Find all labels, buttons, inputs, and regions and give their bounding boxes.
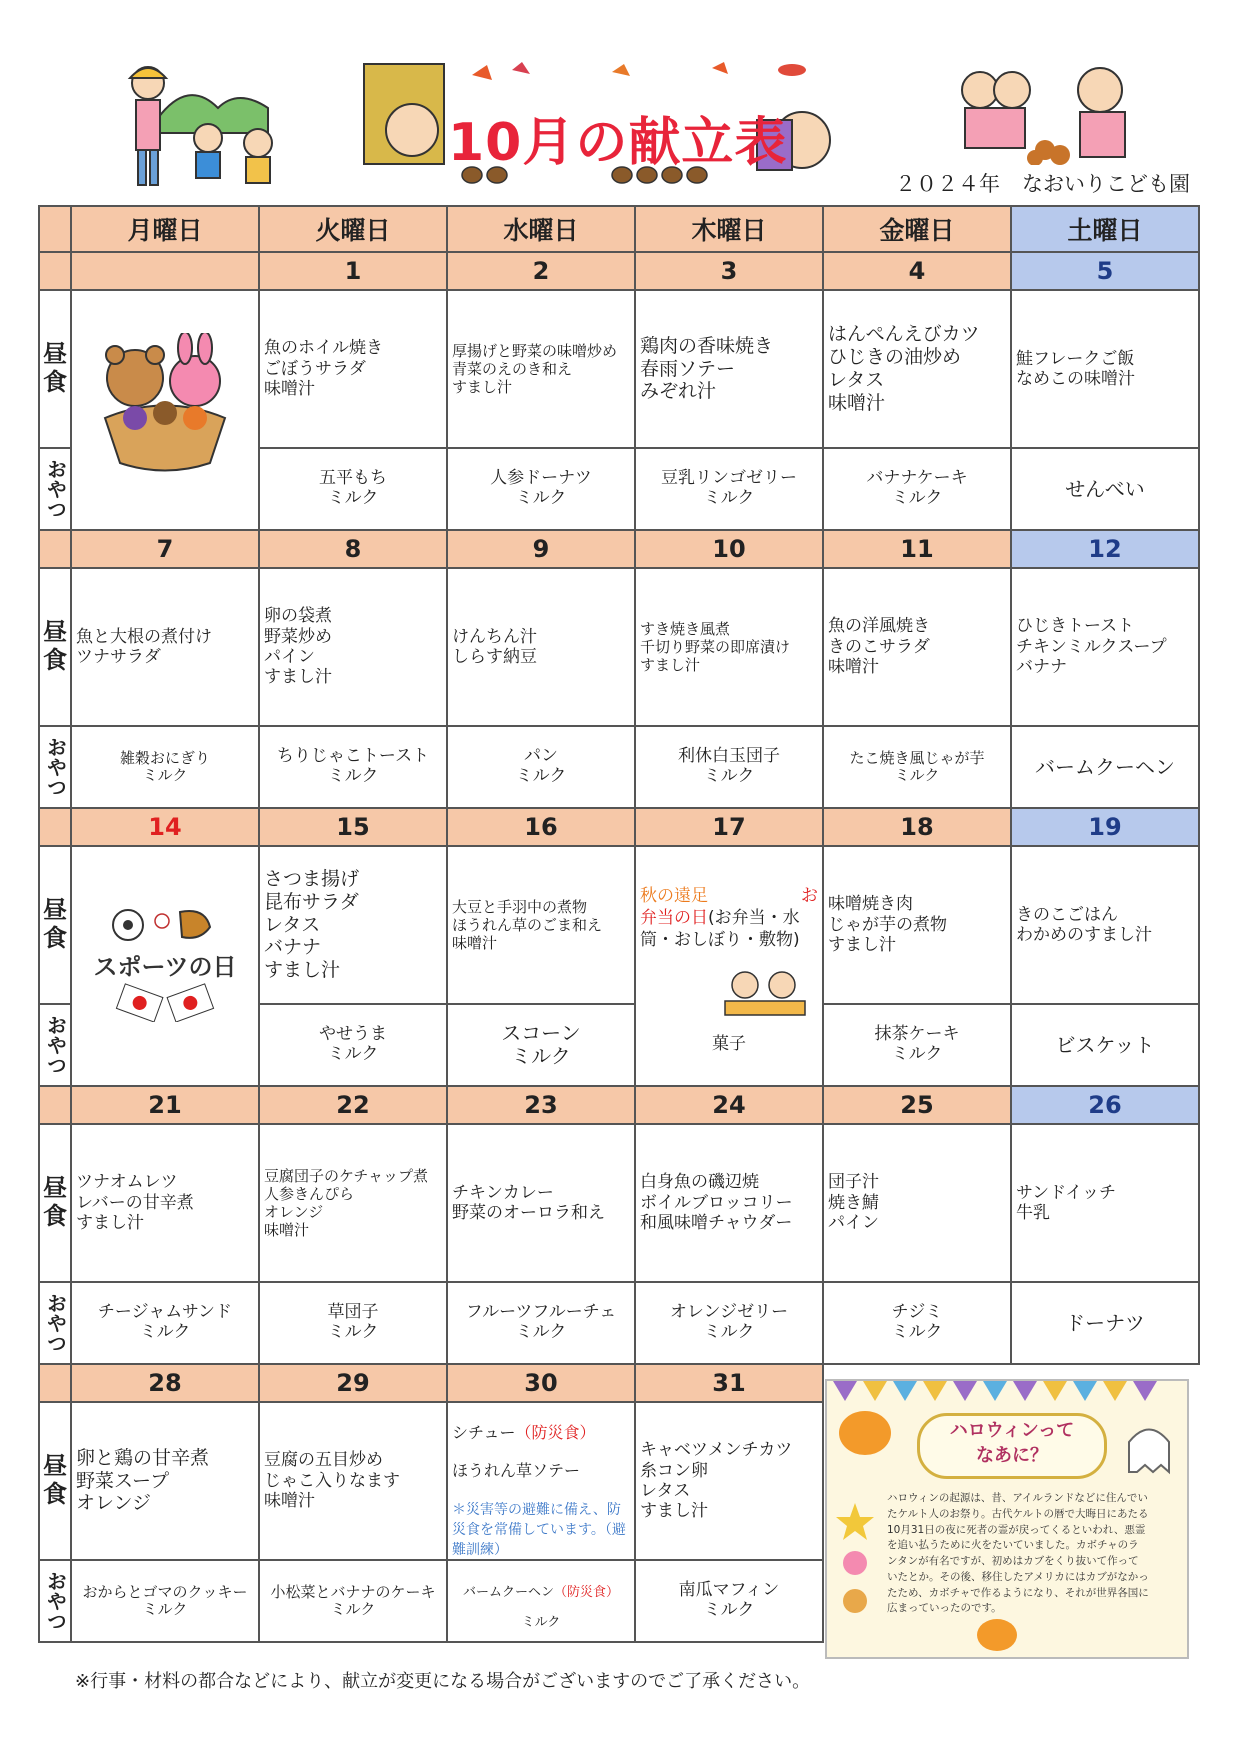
lunch-menu-cell: 味噌焼き肉 じゃが芋の煮物 すまし汁: [823, 846, 1011, 1004]
snack-row: [39, 726, 1199, 808]
star-candy-icons: [835, 1501, 875, 1621]
excursion-text: 秋の遠足 お 弁当の日(お弁当・水筒・おしぼり・敷物): [640, 886, 818, 951]
snack-label: おやつ: [39, 1004, 71, 1086]
ghost-icon: [1119, 1417, 1179, 1477]
footer-note: ※行事・材料の都合などにより、献立が変更になる場合がございますのでご了承ください。: [75, 1671, 811, 1692]
snack-menu-cell: 菓子: [712, 1034, 746, 1055]
year-label: ２０２４年: [895, 172, 1000, 196]
date-cell: 25: [823, 1086, 1011, 1124]
lunch-row: [39, 846, 1199, 1004]
lunch-label: 昼 食: [39, 290, 71, 448]
lunch-menu-cell: 白身魚の磯辺焼 ボイルブロッコリー 和風味噌チャウダー: [635, 1124, 823, 1282]
lunch-menu-cell: ツナオムレツ レバーの甘辛煮 すまし汁: [71, 1124, 259, 1282]
hiking-children-illustration: [118, 58, 298, 193]
snack-menu-cell: チージャムサンド ミルク: [71, 1282, 259, 1364]
lunch-menu-cell: けんちん汁 しらす納豆: [447, 568, 635, 726]
lunch-menu-cell: すき焼き風煮 千切り野菜の即席漬け すまし汁: [635, 568, 823, 726]
snack-menu-cell: ちりじゃこトースト ミルク: [259, 726, 447, 808]
date-row: [39, 252, 1199, 290]
date-cell: 10: [635, 530, 823, 568]
lunch-menu-cell: チキンカレー 野菜のオーロラ和え: [447, 1124, 635, 1282]
page-title: 10月の献立表: [448, 113, 788, 173]
date-cell: 8: [259, 530, 447, 568]
snack-menu-cell: パン ミルク: [447, 726, 635, 808]
ball-glove-icon: [110, 907, 220, 943]
halloween-body: ハロウィンの起源は、昔、アイルランドなどに住んでいたケルト人のお祭り。古代ケルトの暦で大晦日にあたる10月31日の夜に死者の霊が戻ってくるといわれ、悪霊を追い払うために火をたいていました。カボチャのランタンが有名ですが、初めはカブをくり抜いて作っていたとか。その後、移住したアメリカにはカブがなかったため、カボチャで作るようになり、それが世界各国に広まっていったのです。: [887, 1492, 1149, 1615]
halloween-title: ハロウィンって なあに？: [917, 1413, 1107, 1479]
lunch-menu-cell: さつま揚げ 昆布サラダ レタス バナナ すまし汁: [259, 846, 447, 1004]
date-cell: 1: [259, 252, 447, 290]
bear-rabbit-basket-icon: [90, 333, 240, 483]
date-cell: 5: [1011, 252, 1199, 290]
snack-menu-cell: ビスケット: [1011, 1004, 1199, 1086]
year-school-line: [895, 168, 1190, 198]
snack-menu-cell: オレンジゼリー ミルク: [635, 1282, 823, 1364]
date-row: [39, 1086, 1199, 1124]
date-cell: 31: [635, 1364, 823, 1402]
lunch-menu-cell: 魚のホイル焼き ごぼうサラダ 味噌汁: [259, 290, 447, 448]
date-cell: 18: [823, 808, 1011, 846]
date-cell: 11: [823, 530, 1011, 568]
pumpkin-icon: [977, 1619, 1017, 1651]
lunch-row: [39, 568, 1199, 726]
snack-menu-cell: 人参ドーナツ ミルク: [447, 448, 635, 530]
lunch-menu-cell: ひじきトースト チキンミルクスープ バナナ: [1011, 568, 1199, 726]
date-row: [39, 808, 1199, 846]
snack-menu-cell: やせうま ミルク: [259, 1004, 447, 1086]
snack-label: おやつ: [39, 1560, 71, 1642]
snack-menu-cell: せんべい: [1011, 448, 1199, 530]
lunch-menu-cell: 厚揚げと野菜の味噌炒め 青菜のえのき和え すまし汁: [447, 290, 635, 448]
lunch-label: 昼 食: [39, 568, 71, 726]
date-cell: 2: [447, 252, 635, 290]
lunch-row: [39, 1124, 1199, 1282]
sports-day-label: スポーツの日: [93, 952, 237, 981]
date-cell: 4: [823, 252, 1011, 290]
day-header-thu: 木曜日: [635, 206, 823, 252]
snack-row: [39, 1282, 1199, 1364]
snack-menu-cell: バームクーヘン: [1011, 726, 1199, 808]
snack-menu-cell: ドーナツ: [1011, 1282, 1199, 1364]
page-header: [0, 0, 1240, 205]
snack-menu-cell: チジミ ミルク: [823, 1282, 1011, 1364]
date-cell-holiday: 14: [71, 808, 259, 846]
date-cell: 24: [635, 1086, 823, 1124]
day-header-wed: 水曜日: [447, 206, 635, 252]
snack-menu-cell: 利休白玉団子 ミルク: [635, 726, 823, 808]
lunch-label: 昼 食: [39, 1402, 71, 1560]
pumpkin-icon: [839, 1411, 891, 1455]
snack-menu-cell: 雑穀おにぎり ミルク: [71, 726, 259, 808]
snack-menu-cell: [447, 1560, 635, 1642]
date-cell: 17: [635, 808, 823, 846]
snack-menu-cell: 五平もち ミルク: [259, 448, 447, 530]
date-cell: 3: [635, 252, 823, 290]
day-header-tue: 火曜日: [259, 206, 447, 252]
date-cell: 7: [71, 530, 259, 568]
date-cell: 19: [1011, 808, 1199, 846]
snack-label: おやつ: [39, 726, 71, 808]
lunch-menu-cell: 大豆と手羽中の煮物 ほうれん草のごま和え 味噌汁: [447, 846, 635, 1004]
lunch-menu-cell: 豆腐の五目炒め じゃこ入りなます 味噌汁: [259, 1402, 447, 1560]
bear-rabbit-illustration-cell: [71, 290, 259, 530]
school-name: なおいりこども園: [1022, 172, 1190, 196]
lunch-menu-cell: 豆腐団子のケチャップ煮 人参きんぴら オレンジ 味噌汁: [259, 1124, 447, 1282]
date-cell: 15: [259, 808, 447, 846]
date-cell: 23: [447, 1086, 635, 1124]
date-cell: 12: [1011, 530, 1199, 568]
lunch-menu-cell: 団子汁 焼き鯖 パイン: [823, 1124, 1011, 1282]
date-cell: 21: [71, 1086, 259, 1124]
snack-menu-cell: 豆乳リンゴゼリー ミルク: [635, 448, 823, 530]
snack-menu-cell: 抹茶ケーキ ミルク: [823, 1004, 1011, 1086]
snack-menu-cell: スコーン ミルク: [447, 1004, 635, 1086]
snack-menu-cell: フルーツフルーチェ ミルク: [447, 1282, 635, 1364]
bunting-decoration: [827, 1381, 1187, 1411]
corner-cell: [39, 206, 71, 252]
japan-flags-icon: [115, 982, 215, 1022]
lunch-menu-cell: キャベツメンチカツ 糸コン卵 レタス すまし汁: [635, 1402, 823, 1560]
disaster-food-lunch: シチュー（防災食） ほうれん草ソテー ＊災害等の避難に備え、防災食を常備しています。（避難訓練）: [452, 1422, 626, 1558]
snack-menu-cell: 南瓜マフィン ミルク: [635, 1560, 823, 1642]
day-header-mon: 月曜日: [71, 206, 259, 252]
lunch-menu-cell: 卵の袋煮 野菜炒め パイン すまし汁: [259, 568, 447, 726]
snack-menu-cell: たこ焼き風じゃが芋 ミルク: [823, 726, 1011, 808]
date-cell: 9: [447, 530, 635, 568]
halloween-info-box: [825, 1379, 1189, 1659]
picnic-children-icon: [720, 967, 810, 1017]
lunch-menu-cell: [447, 1402, 635, 1560]
lunch-menu-cell: サンドイッチ 牛乳: [1011, 1124, 1199, 1282]
autumn-leaves-children-illustration: [950, 60, 1160, 165]
snack-menu-cell: バナナケーキ ミルク: [823, 448, 1011, 530]
day-header-sat: 土曜日: [1011, 206, 1199, 252]
date-cell: 16: [447, 808, 635, 846]
snack-label: おやつ: [39, 448, 71, 530]
date-cell: 30: [447, 1364, 635, 1402]
date-cell: 22: [259, 1086, 447, 1124]
day-header-fri: 金曜日: [823, 206, 1011, 252]
lunch-label: 昼 食: [39, 1124, 71, 1282]
snack-menu-cell: 草団子 ミルク: [259, 1282, 447, 1364]
date-cell: 26: [1011, 1086, 1199, 1124]
snack-menu-cell: おからとゴマのクッキー ミルク: [71, 1560, 259, 1642]
snack-label: おやつ: [39, 1282, 71, 1364]
snack-menu-cell: 小松菜とバナナのケーキ ミルク: [259, 1560, 447, 1642]
lunch-menu-cell: 卵と鶏の甘辛煮 野菜スープ オレンジ: [71, 1402, 259, 1560]
date-row: [39, 530, 1199, 568]
lunch-menu-cell: 鶏肉の香味焼き 春雨ソテー みぞれ汁: [635, 290, 823, 448]
sports-day-cell: [71, 846, 259, 1086]
excursion-day-cell: [635, 846, 823, 1086]
weekday-header-row: [39, 206, 1199, 252]
date-cell: 29: [259, 1364, 447, 1402]
lunch-label: 昼 食: [39, 846, 71, 1004]
lunch-row: [39, 290, 1199, 448]
disaster-food-snack: バームクーヘン（防災食） ミルク: [462, 1585, 620, 1630]
lunch-menu-cell: きのこごはん わかめのすまし汁: [1011, 846, 1199, 1004]
date-cell: 28: [71, 1364, 259, 1402]
lunch-menu-cell: はんぺんえびカツ ひじきの油炒め レタス 味噌汁: [823, 290, 1011, 448]
lunch-menu-cell: 鮭フレークご飯 なめこの味噌汁: [1011, 290, 1199, 448]
lunch-menu-cell: 魚と大根の煮付け ツナサラダ: [71, 568, 259, 726]
lunch-menu-cell: 魚の洋風焼き きのこサラダ 味噌汁: [823, 568, 1011, 726]
date-cell: [71, 252, 259, 290]
